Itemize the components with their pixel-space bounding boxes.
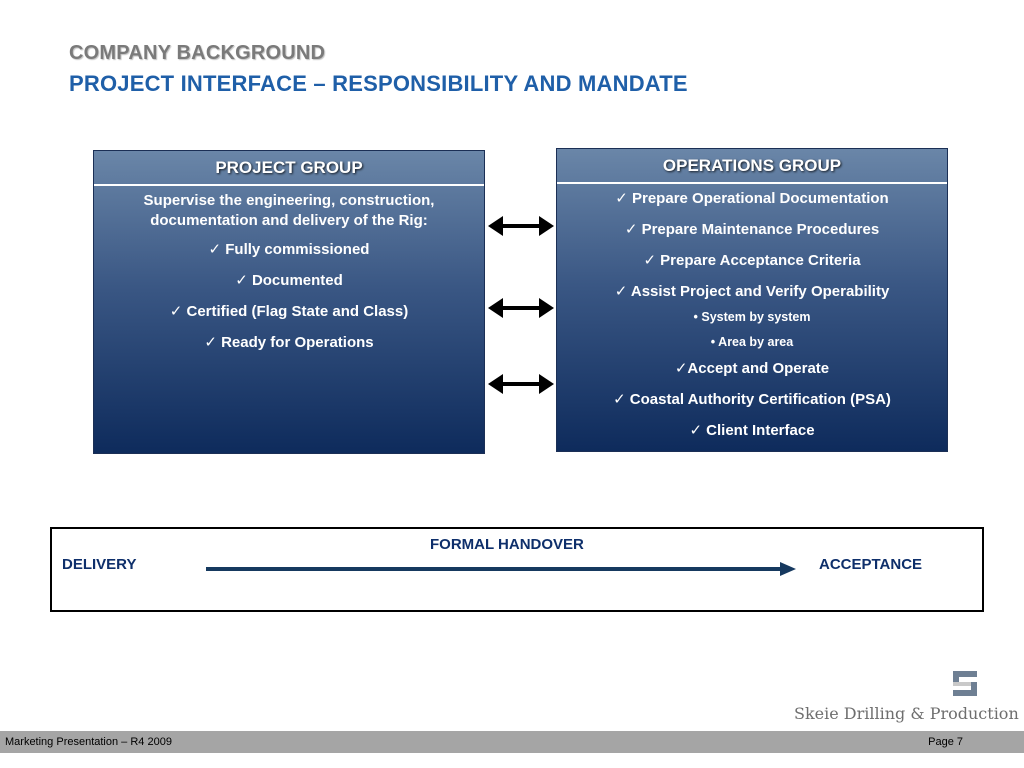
company-logo-icon — [953, 671, 979, 697]
operations-item: ✓ Assist Project and Verify Operability — [614, 283, 890, 300]
project-group-intro: Supervise the engineering, construction, documentation and delivery of the Rig: — [143, 192, 435, 229]
operations-item: ✓ Client Interface — [689, 422, 815, 439]
operations-item: ✓ Prepare Acceptance Criteria — [643, 252, 861, 269]
delivery-label: DELIVERY — [62, 556, 137, 573]
operations-item: ✓ Coastal Authority Certification (PSA) — [613, 391, 891, 408]
double-arrow-icon — [488, 297, 554, 319]
operations-subitem: • Area by area — [710, 335, 794, 349]
handover-arrow-icon — [202, 561, 796, 577]
footer-presentation-label: Marketing Presentation – R4 2009 — [5, 736, 172, 748]
project-group-title: PROJECT GROUP — [94, 151, 484, 186]
double-arrow-icon — [488, 215, 554, 237]
operations-item: ✓ Prepare Operational Documentation — [615, 190, 889, 207]
operations-group-title: OPERATIONS GROUP — [557, 149, 947, 184]
project-item: ✓ Ready for Operations — [204, 334, 374, 351]
operations-item: ✓ Prepare Maintenance Procedures — [624, 221, 880, 238]
double-arrow-icon — [488, 373, 554, 395]
project-item: ✓ Certified (Flag State and Class) — [169, 303, 409, 320]
slide-title: PROJECT INTERFACE – RESPONSIBILITY AND MANDATE — [69, 71, 688, 96]
project-group-box — [93, 150, 485, 454]
operations-group-box — [556, 148, 948, 452]
footer-bar — [0, 731, 1024, 753]
handover-panel — [50, 527, 984, 612]
page-number: Page 7 — [928, 736, 963, 748]
section-title: COMPANY BACKGROUND — [69, 42, 326, 64]
project-item: ✓ Documented — [235, 272, 343, 289]
operations-subitem: • System by system — [693, 310, 811, 324]
project-item: ✓ Fully commissioned — [208, 241, 370, 258]
handover-title: FORMAL HANDOVER — [430, 536, 584, 553]
operations-item: ✓Accept and Operate — [674, 360, 830, 377]
acceptance-label: ACCEPTANCE — [819, 556, 923, 573]
company-logo-text: Skeie Drilling & Production — [794, 704, 1019, 723]
